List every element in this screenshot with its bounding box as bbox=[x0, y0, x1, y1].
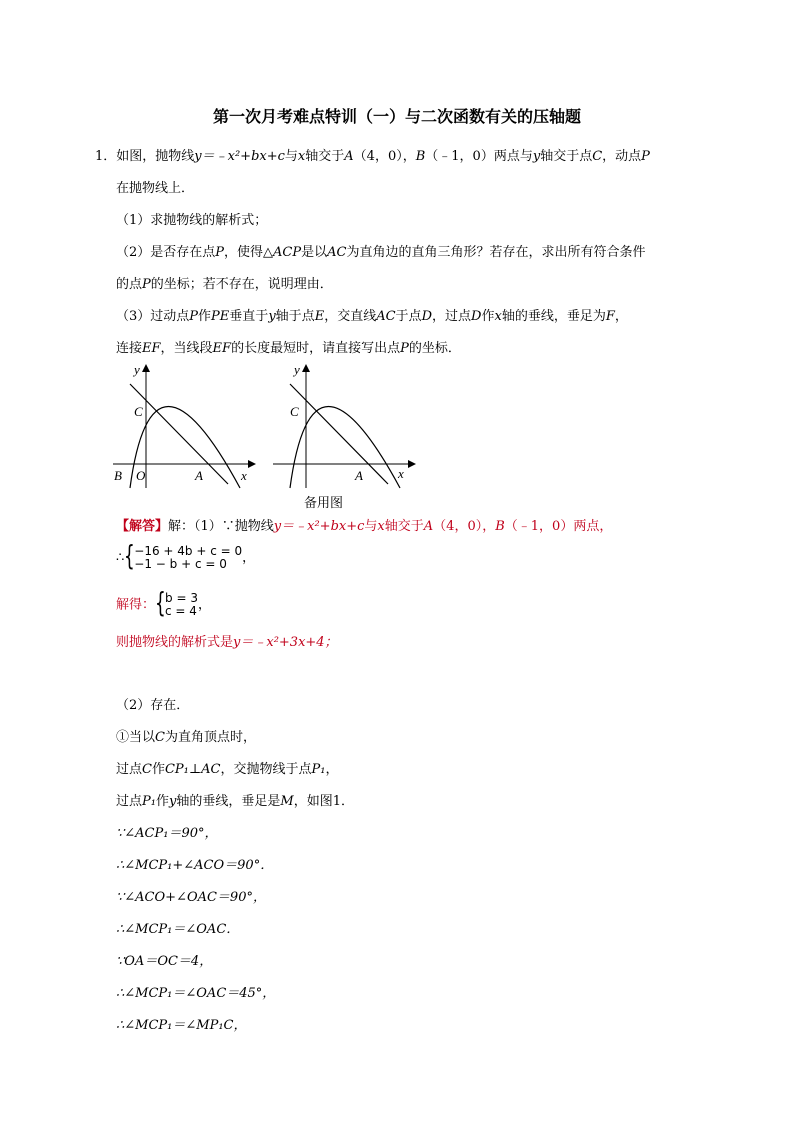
question-2-line-2: 的点P的坐标；若不存在，说明理由． bbox=[116, 277, 333, 292]
origin-label: O bbox=[136, 468, 146, 483]
step-4: ∴∠MCP₁＝∠OAC． bbox=[116, 922, 240, 937]
point-a-label: A bbox=[195, 468, 203, 483]
y-axis-label: y bbox=[294, 362, 300, 377]
step-3: ∵∠ACO+∠OAC＝90°， bbox=[116, 890, 266, 905]
equation-system: ∴ { −16 + 4b + c = 0 −1 − b + c = 0 ， bbox=[116, 539, 256, 572]
step-7: ∴∠MCP₁＝∠MP₁C， bbox=[116, 1018, 247, 1033]
y-axis-label: y bbox=[134, 362, 140, 377]
question-3-line-1: （3）过动点P作PE垂直于y轴于点E，交直线AC于点D，过点D作x轴的垂线，垂足为F， bbox=[116, 309, 628, 324]
solution-values: 解得： { b = 3 c = 4 ， bbox=[116, 586, 211, 619]
step-5: ∵OA＝OC＝4， bbox=[116, 954, 213, 969]
page-title: 第一次月考难点特训（一）与二次函数有关的压轴题 bbox=[212, 107, 581, 126]
backup-graph-caption: 备用图 bbox=[304, 496, 344, 511]
problem-line-1: 1．如图，抛物线y＝﹣x²+bx+c与x轴交于A（4，0），B（﹣1，0）两点与y轴交于点C，动点P bbox=[95, 149, 650, 164]
question-3-line-2: 连接EF，当线段EF的长度最短时，请直接写出点P的坐标． bbox=[116, 341, 461, 356]
question-2-line-1: （2）是否存在点P，使得△ACP是以AC为直角边的直角三角形？若存在，求出所有符合条件 bbox=[116, 245, 646, 260]
construction-line-2: 过点P₁作y轴的垂线，垂足是M，如图1． bbox=[116, 794, 354, 809]
point-a-label: A bbox=[355, 468, 363, 483]
x-axis-label: x bbox=[241, 468, 247, 483]
backup-graph bbox=[268, 360, 418, 490]
solution-line-1: 【解答】解：（1）∵抛物线y＝﹣x²+bx+c与x轴交于A（4，0），B（﹣1，0）两点， bbox=[116, 519, 613, 534]
step-2: ∴∠MCP₁+∠ACO＝90°． bbox=[116, 858, 274, 873]
part-2-answer: （2）存在． bbox=[116, 698, 190, 713]
point-b-label: B bbox=[114, 468, 122, 483]
figure-graph bbox=[108, 360, 258, 490]
point-c-label: C bbox=[290, 404, 299, 419]
case-1-heading: ①当以C为直角顶点时， bbox=[116, 730, 256, 745]
x-axis-label: x bbox=[398, 466, 404, 481]
step-1: ∵∠ACP₁＝90°， bbox=[116, 826, 218, 841]
problem-line-2: 在抛物线上． bbox=[116, 181, 195, 196]
construction-line-1: 过点C作CP₁⊥AC，交抛物线于点P₁， bbox=[116, 762, 339, 777]
point-c-label: C bbox=[134, 404, 143, 419]
step-6: ∴∠MCP₁＝∠OAC＝45°， bbox=[116, 986, 276, 1001]
parabola-result: 则抛物线的解析式是y＝﹣x²+3x+4； bbox=[116, 635, 338, 650]
question-1: （1）求抛物线的解析式； bbox=[116, 213, 268, 228]
